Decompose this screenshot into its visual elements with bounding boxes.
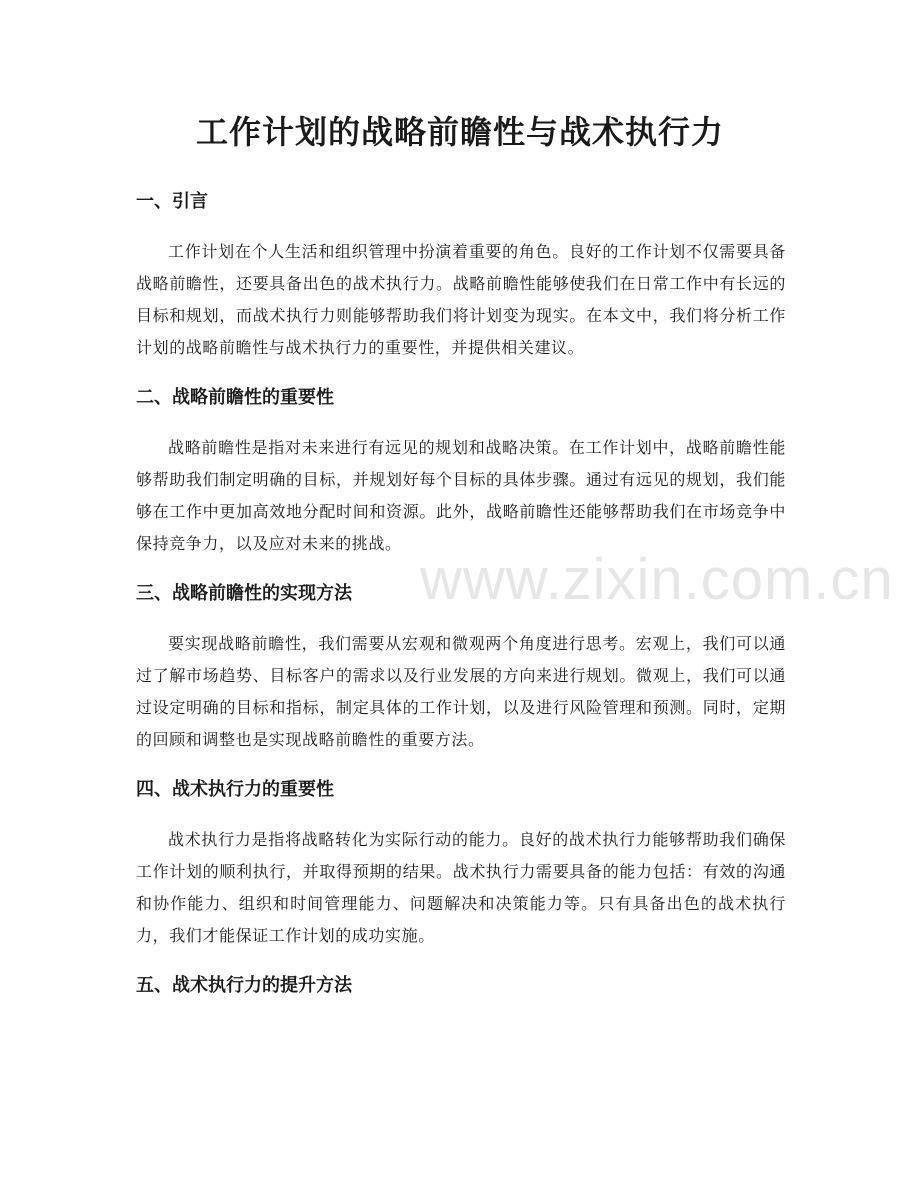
section-heading: 三、战略前瞻性的实现方法	[136, 583, 352, 604]
section-strategic-foresight-methods	[136, 578, 786, 756]
section-tactical-execution-importance	[136, 774, 786, 952]
document-body	[136, 186, 786, 1020]
section-paragraph: 要实现战略前瞻性，我们需要从宏观和微观两个角度进行思考。宏观上，我们可以通过了解市场趋势、目标客户的需求以及行业发展的方向来进行规划。微观上，我们可以通过设定明确的目标和指标，制定具体的工作计划，以及进行风险管理和预测。同时，定期的回顾和调整也是实现战略前瞻性的重要方法。	[136, 634, 786, 749]
document-title: 工作计划的战略前瞻性与战术执行力	[195, 113, 724, 151]
section-paragraph: 战术执行力是指将战略转化为实际行动的能力。良好的战术执行力能够帮助我们确保工作计划的顺利执行，并取得预期的结果。战术执行力需要具备的能力包括：有效的沟通和协作能力、组织和时间管理能力、问题解决和决策能力等。只有具备出色的战术执行力，我们才能保证工作计划的成功实施。	[136, 830, 786, 945]
section-tactical-execution-methods	[136, 970, 786, 1002]
section-introduction	[136, 186, 786, 364]
watermark: www.zixin.com.cn	[420, 547, 894, 612]
section-heading: 四、战术执行力的重要性	[136, 779, 334, 800]
section-strategic-foresight-importance	[136, 382, 786, 560]
section-paragraph: 战略前瞻性是指对未来进行有远见的规划和战略决策。在工作计划中，战略前瞻性能够帮助我们制定明确的目标，并规划好每个目标的具体步骤。通过有远见的规划，我们能够在工作中更加高效地分配时间和资源。此外，战略前瞻性还能够帮助我们在市场竞争中保持竞争力，以及应对未来的挑战。	[136, 438, 786, 553]
section-heading: 一、引言	[136, 191, 208, 212]
section-heading: 五、战术执行力的提升方法	[136, 975, 352, 996]
section-heading: 二、战略前瞻性的重要性	[136, 387, 334, 408]
section-paragraph: 工作计划在个人生活和组织管理中扮演着重要的角色。良好的工作计划不仅需要具备战略前瞻性，还要具备出色的战术执行力。战略前瞻性能够使我们在日常工作中有长远的目标和规划，而战术执行力则能够帮助我们将计划变为现实。在本文中，我们将分析工作计划的战略前瞻性与战术执行力的重要性，并提供相关建议。	[136, 242, 786, 357]
